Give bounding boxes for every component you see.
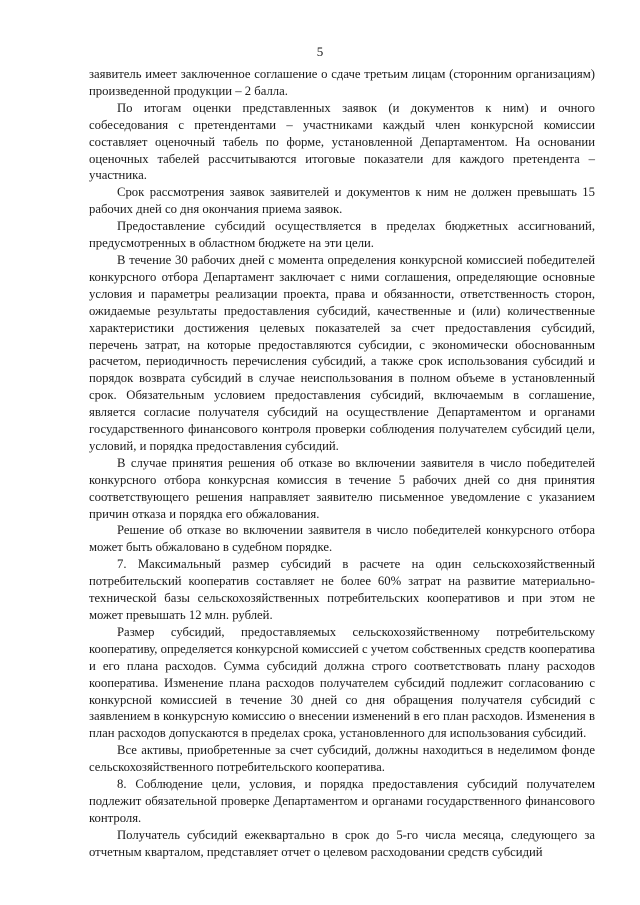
paragraph: В случае принятия решения об отказе во включении заявителя в число победителей конкурсного отбора конкурсная комиссия в течение 5 рабочих дней со дня принятия соответствующего решения направляет заявителю письменное уведомление с указанием причин отказа и порядка его обжалования. [89, 455, 595, 521]
document-body [89, 66, 595, 861]
paragraph: Срок рассмотрения заявок заявителей и документов к ним не должен превышать 15 рабочих дней со дня окончания приема заявок. [89, 185, 595, 217]
paragraph: заявитель имеет заключенное соглашение о сдаче третьим лицам (сторонним организациям) произведенной продукции – 2 балла. [89, 67, 595, 98]
paragraph: Получатель субсидий ежеквартально в срок до 5-го числа месяца, следующего за отчетным кварталом, представляет отчет о целевом расходовании средств субсидий [89, 827, 595, 859]
paragraph: Все активы, приобретенные за счет субсидий, должны находиться в неделимом фонде сельскохозяйственного потребительского кооператива. [89, 743, 595, 775]
paragraph: Предоставление субсидий осуществляется в пределах бюджетных ассигнований, предусмотренных в областном бюджете на эти цели. [89, 219, 595, 251]
paragraph: 7. Максимальный размер субсидий в расчете на один сельскохозяйственный потребительский кооператив составляет не более 60% затрат на развитие материально-технической базы сельскохозяйственных потребительских кооперативов и при этом не может превышать 12 млн. рублей. [89, 557, 595, 622]
paragraph: Размер субсидий, предоставляемых сельскохозяйственному потребительскому кооперативу, определяется конкурсной комиссией с учетом собственных средств кооператива и его плана расходов. Сумма субсидий должна строго соответствовать плану расходов кооператива. Изменение плана расходов получателем субсидий подлежит согласованию с конкурсной комиссией в течение 30 дней со дня обращения получателя субсидий с заявлением в конкурсную комиссию о внесении изменений в его план расходов. Изменения в план расходов допускаются в пределах срока, установленного для использования субсидий. [89, 624, 595, 741]
paragraph: В течение 30 рабочих дней с момента определения конкурсной комиссией победителей конкурсного отбора Департамент заключает с ними соглашения, определяющие основные условия и параметры реализации проекта, права и обязанности, ответственность сторон, ожидаемые результаты предоставления субсидий, качественные и (или) количественные характеристики достижения целевых показателей за счет предоставления субсидий, перечень затрат, на которые предоставляются субсидии, с экономически обоснованным расчетом, периодичность перечисления субсидий, а также срок использования субсидий и порядок возврата субсидий в случае неиспользования в полном объеме в установленный срок. Обязательным условием предоставления субсидий, включаемым в соглашение, является согласие получателя субсидий на осуществление Департаментом и органами государственного финансового контроля проверки соблюдения получателем субсидий цели, условий, и порядка предоставления субсидий. [89, 252, 595, 453]
paragraph: 8. Соблюдение цели, условия, и порядка предоставления субсидий получателем подлежит обязательной проверке Департаментом и органами государственного финансового контроля. [89, 777, 595, 825]
paragraph: Решение об отказе во включении заявителя в число победителей конкурсного отбора может быть обжаловано в судебном порядке. [89, 523, 595, 555]
paragraph: По итогам оценки представленных заявок (и документов к ним) и очного собеседования с претендентами – участниками каждый член конкурсной комиссии составляет оценочный табель по форме, установленной Департаментом. На основании оценочных табелей рассчитываются итоговые показатели для каждого претендента – участника. [89, 100, 595, 183]
page-number: 5 [316, 44, 324, 59]
